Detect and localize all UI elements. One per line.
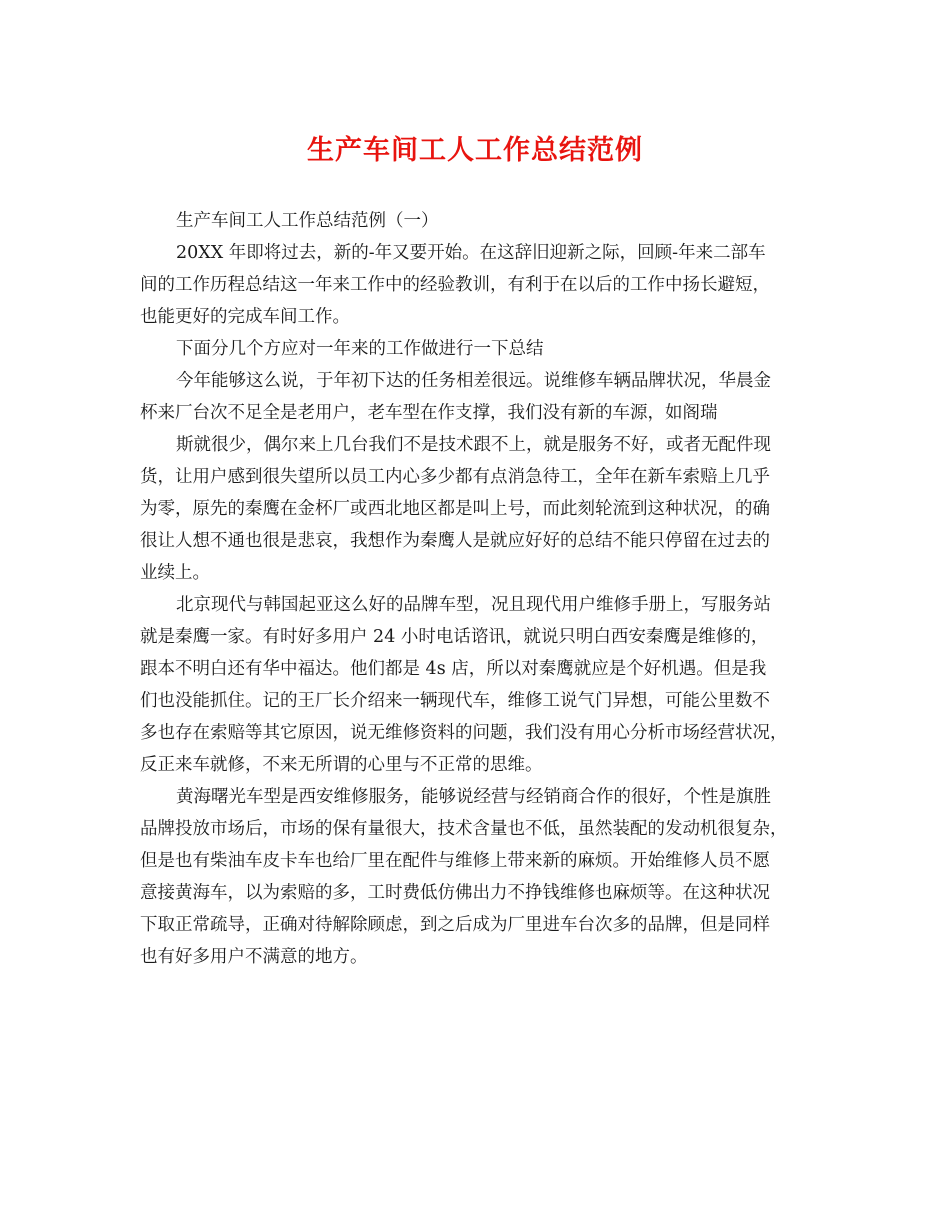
document-title: 生产车间工人工作总结范例: [307, 135, 643, 166]
paragraph-line: 杯来厂台次不足全是老用户，老车型在作支撑，我们没有新的车源，如阁瑞: [140, 403, 718, 423]
paragraph-line: 很让人想不通也很是悲哀，我想作为秦鹰人是就应好好的总结不能只停留在过去的: [140, 531, 770, 551]
paragraph-line: 就是秦鹰一家。有时好多用户 24 小时电话谘讯，就说只明白西安秦鹰是维修的，: [140, 627, 769, 647]
paragraph-line: 斯就很少，偶尔来上几台我们不是技术跟不上，就是服务不好，或者无配件现: [176, 435, 771, 455]
paragraph-line: 黄海曙光车型是西安维修服务，能够说经营与经销商合作的很好，个性是旗胜: [176, 787, 771, 807]
paragraph-line: 今年能够这么说，于年初下达的任务相差很远。说维修车辆品牌状况，华晨金: [176, 371, 771, 391]
paragraph-line: 反正来车就修，不来无所谓的心里与不正常的思维。: [140, 755, 543, 775]
paragraph-line: 也能更好的完成车间工作。: [140, 307, 350, 327]
paragraph-line: 意接黄海车，以为索赔的多，工时费低仿佛出力不挣钱维修也麻烦等。在这种状况: [140, 883, 770, 903]
paragraph-line: 们也没能抓住。记的王厂长介绍来一辆现代车，维修工说气门异想，可能公里数不: [140, 691, 770, 711]
section-heading: 生产车间工人工作总结范例（一）: [176, 211, 439, 231]
paragraph-line: 下取正常疏导，正确对待解除顾虑，到之后成为厂里进车台次多的品牌，但是同样: [140, 915, 770, 935]
paragraph-line: 货，让用户感到很失望所以员工内心多少都有点消急待工，全年在新车索赔上几乎: [140, 467, 770, 487]
paragraph-line: 间的工作历程总结这一年来工作中的经验教训，有利于在以后的工作中扬长避短，: [140, 275, 770, 295]
paragraph-line: 品牌投放市场后，市场的保有量很大，技术含量也不低，虽然装配的发动机很复杂，: [140, 819, 788, 839]
paragraph-line: 也有好多用户不满意的地方。: [140, 947, 368, 967]
paragraph-line: 跟本不明白还有华中福达。他们都是 4s 店，所以对秦鹰就应是个好机遇。但是我: [140, 659, 767, 679]
paragraph-line: 20XX 年即将过去，新的-年又要开始。在这辞旧迎新之际，回顾-年来二部车: [176, 243, 766, 263]
paragraph-line: 下面分几个方应对一年来的工作做进行一下总结: [176, 339, 544, 359]
paragraph-line: 为零，原先的秦鹰在金杯厂或西北地区都是叫上号，而此刻轮流到这种状况，的确: [140, 499, 770, 519]
paragraph-line: 但是也有柴油车皮卡车也给厂里在配件与维修上带来新的麻烦。开始维修人员不愿: [140, 851, 770, 871]
paragraph-line: 多也存在索赔等其它原因，说无维修资料的问题，我们没有用心分析市场经营状况，: [140, 723, 788, 743]
paragraph-line: 北京现代与韩国起亚这么好的品牌车型，况且现代用户维修手册上，写服务站: [176, 595, 771, 615]
paragraph-line: 业续上。: [140, 563, 210, 583]
